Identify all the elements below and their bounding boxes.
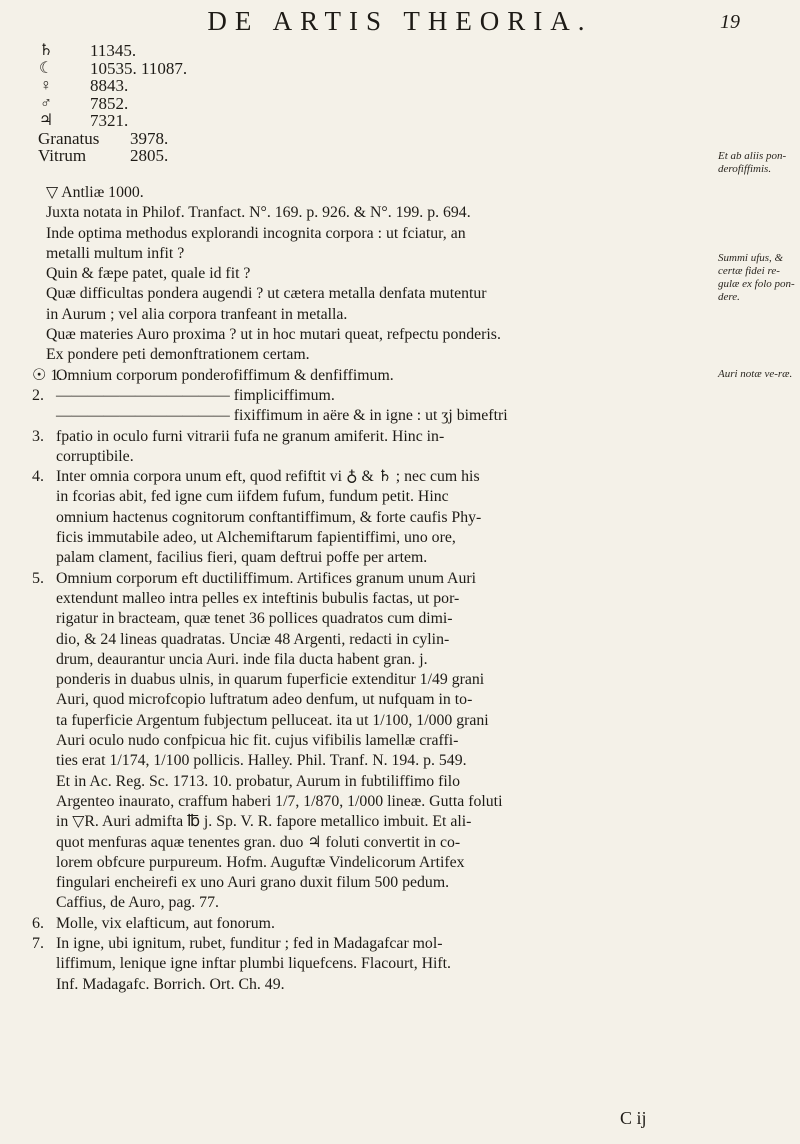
- weight-value: 7321.: [90, 111, 129, 130]
- text-line: ——————————— fixiffimum in aëre & in igne : ut ʒj bimeftri: [56, 407, 508, 425]
- page-header: [0, 6, 800, 40]
- text-line: lorem obfcure purpureum. Hofm. Auguftæ Vindelicorum Artifex: [56, 853, 465, 871]
- weight-value: 8843.: [90, 76, 129, 95]
- specific-weights-table: [38, 42, 368, 165]
- text-line: drum, deaurantur uncia Auri. inde fila ducta habent gran. j.: [56, 650, 428, 668]
- numbered-line: ☉ 1. Omnium corporum ponderofiffimum & denfiffimum.: [32, 366, 708, 386]
- numbered-line: 6. Molle, vix elafticum, aut fonorum.: [32, 914, 708, 934]
- text-line: metalli multum infit ?: [46, 244, 185, 262]
- item-number: 7.: [32, 934, 44, 952]
- item-number: 2.: [32, 386, 44, 404]
- text-line: Inde optima methodus explorandi incognita corpora : ut fciatur, an: [46, 224, 466, 242]
- margin-note-gold-marks: Auri notæ ve-ræ.: [718, 368, 793, 380]
- margin-note-heaviest: Et ab aliis pon-derofiffimis.: [718, 150, 787, 175]
- weight-row-saturn: [38, 42, 368, 60]
- item-number: ☉ 1.: [32, 366, 63, 384]
- weight-row-mars-iron: [38, 95, 368, 113]
- text-line: Quæ materies Auro proxima ? ut in hoc mutari queat, refpectu ponderis.: [46, 326, 501, 344]
- numbered-line: 3. fpatio in oculo furni vitrarii fufa ne granum amiferit. Hinc in-: [32, 427, 708, 447]
- page-number: 19: [720, 11, 740, 33]
- text-line: ties erat 1/174, 1/100 pollicis. Halley. Phil. Tranf. N. 194. p. 549.: [56, 752, 467, 770]
- text-line: Et in Ac. Reg. Sc. 1713. 10. probatur, Aurum in fubtiliffimo filo: [56, 772, 461, 790]
- item-number: 3.: [32, 427, 44, 445]
- text-line: in fcorias abit, fed igne cum iifdem fufum, fundum petit. Hinc: [56, 488, 449, 506]
- mars-iron-icon: ♂: [40, 94, 52, 112]
- text-line: ta fuperficie Argentum fubjectum pelluceat. ita ut 1/100, 1/000 grani: [56, 711, 489, 729]
- body-text: [32, 183, 708, 995]
- material-name: Vitrum: [38, 146, 87, 165]
- text-line: rigatur in bracteam, quæ tenet 36 pollices quadratos cum dimi-: [56, 610, 453, 628]
- numbered-line: 2. ——————————— fimpliciffimum.: [32, 386, 708, 406]
- item-number: 4.: [32, 468, 44, 486]
- text-line: Quin & fæpe patet, quale id fit ?: [46, 265, 251, 283]
- text-line: Quæ difficultas pondera augendi ? ut cætera metalla denfata mutentur: [46, 285, 487, 303]
- weight-row-jupiter-tin: [38, 112, 368, 130]
- weight-value: 7852.: [90, 93, 129, 113]
- text-line: in Aurum ; vel alia corpora tranfeant in metalla.: [46, 305, 348, 323]
- weight-value: 11345.: [90, 41, 137, 60]
- signature-mark: C ij: [620, 1108, 647, 1128]
- text-line: Juxta notata in Philof. Tranfact. N°. 169. p. 926. & N°. 199. p. 694.: [46, 204, 471, 222]
- text-line: ponderis in duabus ulnis, in quarum fuperficie extenditur 1/49 grani: [56, 671, 485, 689]
- weight-value: 10535. 11087.: [90, 58, 188, 78]
- text-line: Caffius, de Auro, pag. 77.: [56, 894, 219, 912]
- text-line: dio, & 24 lineas quadratas. Unciæ 48 Argenti, redacti in cylin-: [56, 630, 450, 648]
- item-number: 6.: [32, 914, 44, 932]
- saturn-lead-icon: ♄: [38, 42, 54, 59]
- venus-copper-icon: ♀: [40, 77, 52, 94]
- text-line: ▽ Antliæ 1000.: [46, 184, 144, 201]
- text-line: Auri oculo nudo confpicua hic fit. cujus vifibilis lamellæ craffi-: [56, 732, 459, 750]
- text-line: quot menfuras aquæ tenentes gran. duo ♃ foluti convertit in co-: [56, 833, 461, 851]
- item-number: 5.: [32, 569, 44, 587]
- text-line: Argenteo inaurato, craffum haberi 1/7, 1/870, 1/000 lineæ. Gutta foluti: [56, 792, 503, 810]
- text-line: fingulari encheirefi ex uno Auri grano duxit filum 500 pedum.: [56, 874, 450, 892]
- weight-row-venus-copper: [38, 77, 368, 95]
- weight-row-moon-silver: [38, 60, 368, 78]
- weight-value: 3978.: [130, 128, 169, 148]
- weight-row-vitrum: [38, 147, 368, 165]
- text-line: palam clament, facilius fieri, quam deftrui poffe per artem.: [56, 549, 428, 567]
- numbered-line: 4. Inter omnia corpora unum eft, quod refiftit vi ♁ & ♄ ; nec cum his: [32, 467, 708, 487]
- text-line: Ex pondere peti demonftrationem certam.: [46, 346, 310, 364]
- material-name: Granatus: [38, 128, 100, 148]
- moon-silver-icon: ☾: [38, 59, 54, 77]
- numbered-line: 7. In igne, ubi ignitum, rubet, funditur ; fed in Madagafcar mol-: [32, 934, 708, 954]
- weight-row-granatus: [38, 130, 368, 148]
- text-line: liffimum, lenique igne inftar plumbi liquefcens. Flacourt, Hift.: [56, 955, 451, 973]
- numbered-line: 5. Omnium corporum eft ductiliffimum. Artifices granum unum Auri: [32, 569, 708, 589]
- weight-value: 2805.: [130, 146, 169, 165]
- margin-note-weight-rule: Summi ufus, & certæ fidei re-gulæ ex folo pon-dere.: [718, 252, 795, 303]
- text-line: in ▽R. Auri admifta ℔ j. Sp. V. R. fapore metallico imbuit. Et ali-: [56, 813, 472, 831]
- text-line: Inf. Madagafc. Borrich. Ort. Ch. 49.: [56, 975, 285, 993]
- text-line: extendunt malleo intra pelles ex inteftinis bubulis factas, ut por-: [56, 589, 460, 607]
- jupiter-tin-icon: ♃: [38, 112, 54, 129]
- text-line: Auri, quod microfcopio luftratum adeo denfum, ut nufquam in to-: [56, 691, 473, 709]
- running-title: DE ARTIS THEORIA.: [207, 6, 593, 36]
- text-line: omnium hactenus cognitorum conftantiffimum, & forte caufis Phy-: [56, 508, 482, 526]
- text-line: corruptibile.: [56, 447, 134, 465]
- text-line: ficis immutabile adeo, ut Alchemiftarum fapientiffimi, uno ore,: [56, 529, 456, 547]
